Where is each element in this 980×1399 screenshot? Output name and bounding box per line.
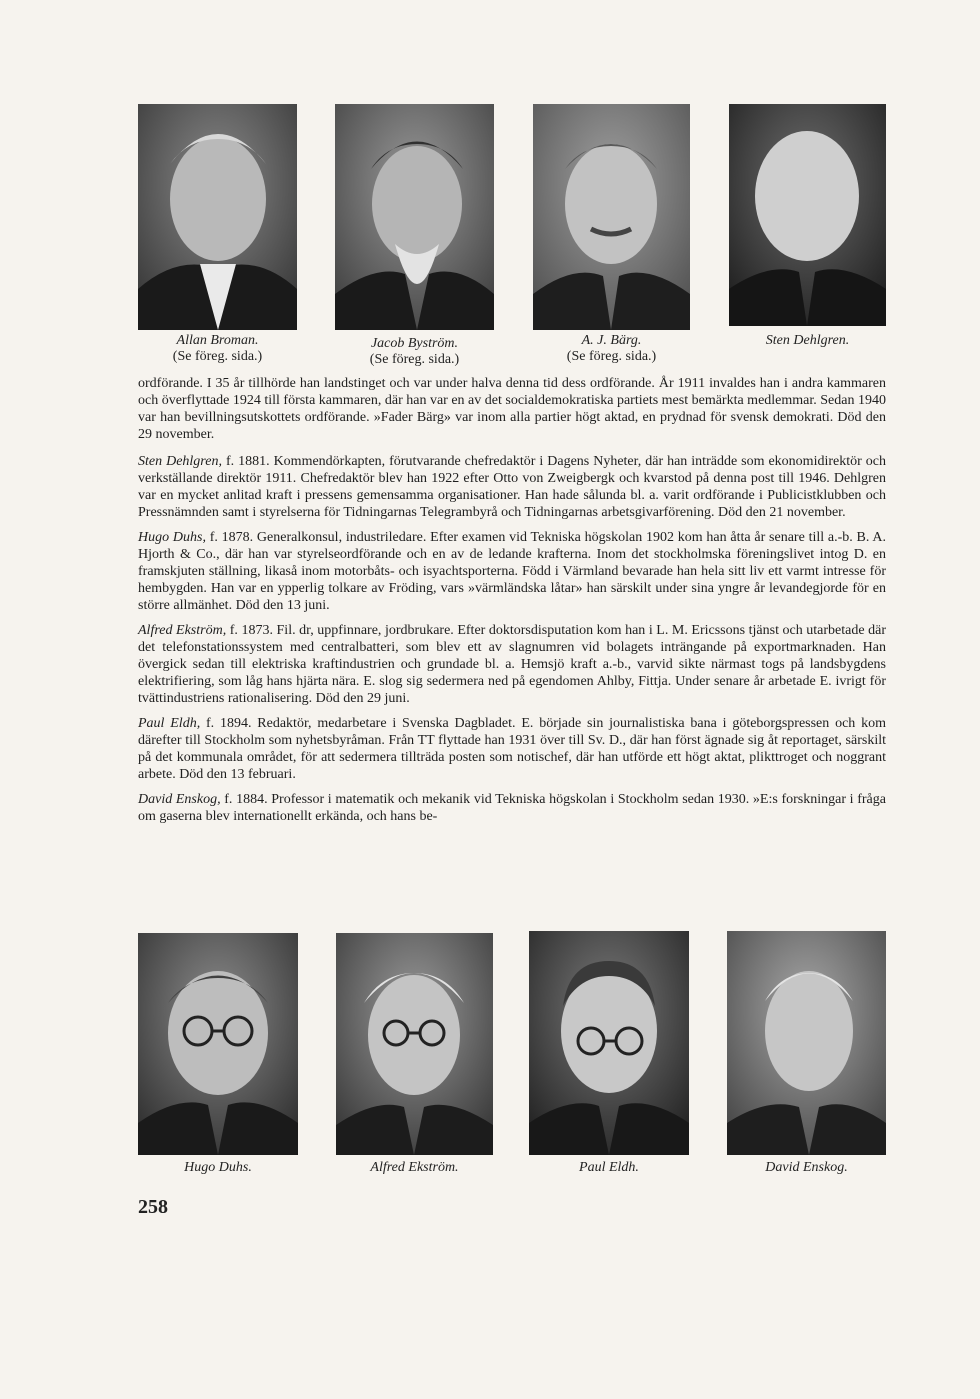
caption-ref: (Se föreg. sida.) <box>172 349 263 364</box>
caption-name: Sten Dehlgren. <box>765 333 850 348</box>
entry-paul-eldh <box>138 715 886 783</box>
page-number: 258 <box>138 1196 168 1218</box>
entry-text: f. 1894. Redaktör, medarbetare i Svenska Dagbladet. E. började sin journalistiska bana i göteborgspressen och kom därefter till Stockholm som nyhetsbyråman. Från TT flyttade han 1931 över till Sv. D., där han först ägnade sig åt reportaget, särskilt på det kommunala området, för att sedermera tillträda posten som notischef, där han utförde ett högt aktat, plikttroget och noggrant arbete. Död den 13 februari. <box>138 716 886 782</box>
entry-lead: David Enskog, <box>138 792 221 807</box>
portrait-allan-broman <box>138 104 297 330</box>
caption-a-j-barg <box>533 333 690 365</box>
caption-alfred-ekstrom <box>336 1160 493 1176</box>
caption-name: David Enskog. <box>765 1160 848 1175</box>
entry-text: f. 1881. Kommendörkapten, förutvarande chefredaktör i Dagens Nyheter, där han inträdde som ekonomidirektör och verkställande direktör 1911. Chefredaktör blev han 1922 efter Otto von Zweigbergk och kvarstod på denna post till 1946. Dehlgren var en mycket anlitad kraft i pressens gemensamma organisationer. Han hade sålunda bl. a. varit ordförande i Publicistklubben och Pressnämnden samt i styrelserna för Tidningarnas Telegrambyrå och Tidningarnas arbetsgivarförening. Död den 21 november. <box>138 454 886 520</box>
continuation-paragraph: ordförande. I 35 år tillhörde han landstinget och var under halva denna tid dess ordförande. År 1911 invaldes han i andra kammaren och överflyttade 1924 till första kammaren, där han var en av det socialdemokratiska partiets mest bemärkta medlemmar. Sedan 1940 var han bevillningsutskottets ordförande. »Fader Bärg» var inom alla partier högt aktad, en prydnad för svensk demokrati. Död den 29 november. <box>138 376 886 442</box>
portrait-sten-dehlgren <box>729 104 886 326</box>
caption-name: Alfred Ekström. <box>370 1160 459 1175</box>
portrait-photo-icon <box>138 933 298 1155</box>
caption-david-enskog <box>727 1160 886 1176</box>
portrait-photo-icon <box>727 931 886 1155</box>
portrait-photo-icon <box>533 104 690 330</box>
caption-name: Jacob Byström. <box>370 336 459 351</box>
caption-jacob-bystrom <box>335 336 494 368</box>
entry-lead: Sten Dehlgren, <box>138 454 222 469</box>
caption-sten-dehlgren <box>729 333 886 349</box>
portrait-photo-icon <box>529 931 689 1155</box>
entry-hugo-duhs <box>138 529 886 614</box>
caption-allan-broman <box>138 333 297 365</box>
entry-text: f. 1878. Generalkonsul, industriledare. Efter examen vid Tekniska högskolan 1902 kom han åtta år senare till a.-b. B. A. Hjorth & Co., där han var styrelseordförande och en av de ledande krafterna. Inom det stockholmska föreningslivet intog D. en framskjuten ställning, likaså inom motorbåts- och isyachtsporterna. Född i Värmland bevarade han hela sitt liv ett varmt intresse för hembygden. Han var en ypperlig tolkare av Fröding, vars »värmländska låtar» han särskilt under sina yngre år levandegjorde för en större allmänhet. Död den 13 juni. <box>138 530 886 613</box>
caption-paul-eldh <box>529 1160 689 1176</box>
caption-name: A. J. Bärg. <box>581 333 642 348</box>
entry-alfred-ekstrom <box>138 622 886 707</box>
caption-hugo-duhs <box>138 1160 298 1176</box>
caption-name: Hugo Duhs. <box>184 1160 252 1175</box>
entry-text: f. 1873. Fil. dr, uppfinnare, jordbrukare. Efter doktorsdisputation kom han i L. M. Ericssons tjänst och utarbetade där det telefonstationssystem med centralbatteri, som blev ett av slagnumren vid bolagets inträngande på exportmarknaden. Han övergick sedan till elektriska kraftindustrien och grundade bl. a. Hemsjö kraft a.-b., varvid sikte närmast togs på landsbygdens elektrifiering, som låg hans hjärta nära. E. slog sig sedermera ned på egendomen Ahlby, Fittja. Under senare år arbetade E. ivrigt för tvättindustriens rationalisering. Död den 29 juni. <box>138 623 886 706</box>
entry-lead: Alfred Ekström, <box>138 623 227 638</box>
portrait-photo-icon <box>335 104 494 330</box>
portrait-paul-eldh <box>529 931 689 1155</box>
caption-name: Allan Broman. <box>176 333 259 348</box>
portrait-photo-icon <box>138 104 297 330</box>
entry-text: f. 1884. Professor i matematik och mekanik vid Tekniska högskolan i Stockholm sedan 1930. »E:s forskningar i fråga om gaserna blev internationellt erkända, och hans be- <box>138 792 886 824</box>
portrait-david-enskog <box>727 931 886 1155</box>
entry-lead: Hugo Duhs, <box>138 530 206 545</box>
portrait-alfred-ekstrom <box>336 933 493 1155</box>
entry-david-enskog <box>138 791 886 825</box>
entry-lead: Paul Eldh, <box>138 716 201 731</box>
portrait-photo-icon <box>336 933 493 1155</box>
portrait-photo-icon <box>729 104 886 326</box>
portrait-hugo-duhs <box>138 933 298 1155</box>
portrait-a-j-barg <box>533 104 690 330</box>
portrait-jacob-bystrom <box>335 104 494 330</box>
article-text <box>138 375 886 833</box>
caption-ref: (Se föreg. sida.) <box>369 352 460 367</box>
caption-name: Paul Eldh. <box>579 1160 639 1175</box>
caption-ref: (Se föreg. sida.) <box>566 349 657 364</box>
entry-sten-dehlgren <box>138 453 886 521</box>
